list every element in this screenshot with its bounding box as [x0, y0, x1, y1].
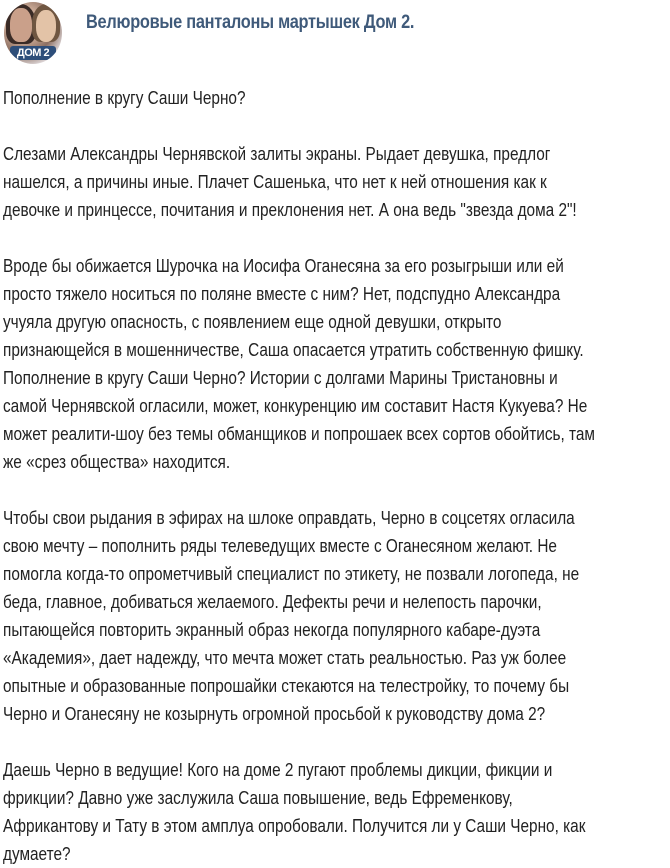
text-line: фрикции? Давно уже заслужила Саша повышение, ведь Ефременкову, [3, 787, 513, 808]
paragraph-3 [3, 504, 670, 728]
text-line: помогла когда-то опрометчивый специалист по этикету, не позвали логопеда, не [3, 563, 580, 584]
text-line: признающейся в мошенничестве, Саша опасается утратить собственную фишку. [3, 339, 584, 360]
avatar-face-right [36, 10, 56, 42]
text-line: Пополнение в кругу Саши Черно? Истории с долгами Марины Тристановны и [3, 367, 558, 388]
text-line: же «срез общества» находится. [3, 451, 231, 472]
post-header [0, 0, 670, 70]
text-line: может реалити-шоу без темы обманщиков и попрошаек всех сортов обойтись, там [3, 423, 595, 444]
paragraph-spacer [3, 224, 670, 252]
text-line: пытающейся повторить экранный образ некогда популярного кабаре-дуэта [3, 619, 541, 640]
group-title-link[interactable]: Велюровые панталоны мартышек Дом 2. [86, 12, 415, 33]
text-line: Слезами Александры Чернявской залиты экраны. Рыдает девушка, предлог [3, 143, 551, 164]
dom2-logo-icon: ДОМ 2 [10, 46, 56, 60]
paragraph-1 [3, 140, 670, 224]
text-line: нашелся, а причины иные. Плачет Сашенька, что нет к ней отношения как к [3, 171, 547, 192]
text-line: свою мечту – пополнить ряды телеведущих вместе с Оганесяном желают. Не [3, 535, 557, 556]
text-line: опытные и образованные попрошайки стекаются на телестройку, то почему бы [3, 675, 570, 696]
group-avatar[interactable] [4, 2, 62, 64]
paragraph-spacer [3, 476, 670, 504]
text-line: «Академия», дает надежду, что мечта может стать реальностью. Раз уж более [3, 647, 567, 668]
text-line: Чтобы свои рыдания в эфирах на шлоке оправдать, Черно в соцсетях огласила [3, 507, 575, 528]
text-line: девочке и принцессе, почитания и преклонения нет. А она ведь "звезда дома 2"! [3, 199, 577, 220]
paragraph-spacer [3, 728, 670, 756]
text-line: Африкантову и Тату в этом амплуа опробовали. Получится ли у Саши Черно, как [3, 815, 586, 836]
text-line: Даешь Черно в ведущие! Кого на доме 2 пугают проблемы дикции, фикции и [3, 759, 553, 780]
text-line: учуяла другую опасность, с появлением еще одной девушки, открыто [3, 311, 502, 332]
post-headline: Пополнение в кругу Саши Черно? [3, 87, 246, 108]
text-line: беда, главное, добиваться желаемого. Дефекты речи и нелепость парочки, [3, 591, 542, 612]
text-line: Вроде бы обижается Шурочка на Иосифа Оганесяна за его розыгрыши или ей [3, 255, 564, 276]
text-line: думаете? [3, 843, 71, 864]
text-line: просто тяжело носиться по поляне вместе с ним? Нет, подспудно Александра [3, 283, 561, 304]
paragraph-spacer [3, 112, 670, 140]
post-body [3, 84, 670, 868]
text-line: Черно и Оганесяну не козырнуть огромной просьбой к руководству дома 2? [3, 703, 546, 724]
avatar-face-left [10, 8, 32, 42]
text-line: самой Чернявской огласили, может, конкуренцию им составит Настя Кукуева? Не [3, 395, 588, 416]
paragraph-2 [3, 252, 670, 476]
